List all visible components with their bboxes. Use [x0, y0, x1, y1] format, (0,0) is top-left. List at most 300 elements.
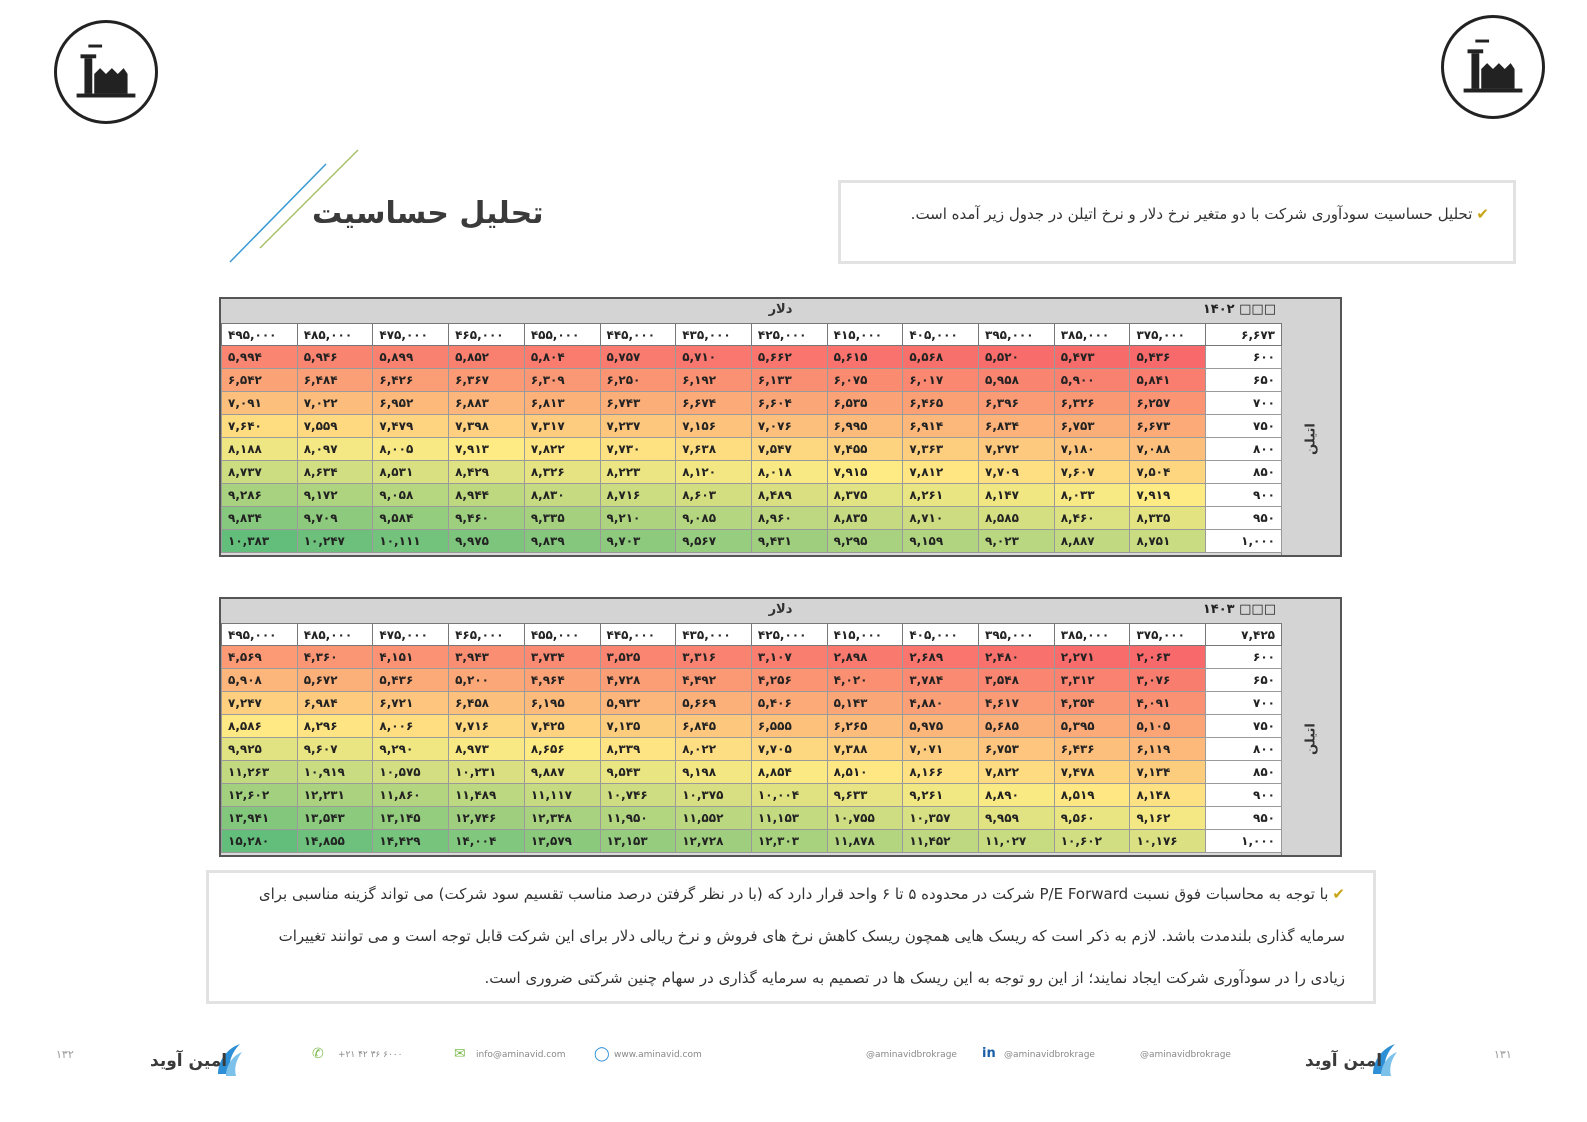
company-logo-right: [1441, 15, 1545, 119]
eps-cell: ۸,۵۱۹: [1054, 784, 1130, 807]
column-header-dollar-rate: ۴۳۵,۰۰۰: [676, 624, 752, 646]
eps-cell: ۶,۲۶۵: [827, 715, 903, 738]
eps-cell: ۶,۲۵۰: [600, 369, 676, 392]
eps-cell: ۸,۱۸۸: [222, 438, 298, 461]
eps-cell: ۹,۰۵۸: [373, 484, 449, 507]
eps-cell: ۸,۶۵۶: [524, 738, 600, 761]
eps-cell: ۵,۹۰۸: [222, 669, 298, 692]
table-row: [222, 692, 1282, 715]
eps-cell: ۶,۵۳۵: [827, 392, 903, 415]
eps-cell: ۱۲,۳۴۸: [524, 807, 600, 830]
eps-cell: ۶,۹۱۴: [903, 415, 979, 438]
table-row: [222, 715, 1282, 738]
brand-logo-right: [1305, 1042, 1400, 1078]
eps-cell: ۱۱,۸۶۰: [373, 784, 449, 807]
eps-cell: ۴,۴۹۲: [676, 669, 752, 692]
eps-cell: ۷,۵۵۹: [297, 415, 373, 438]
eps-cell: ۵,۹۹۴: [222, 346, 298, 369]
dollar-axis-label: دلار: [768, 602, 793, 617]
email-icon: ✉: [454, 1046, 466, 1062]
eps-cell: ۷,۷۳۰: [600, 438, 676, 461]
eps-cell: ۶,۵۵۵: [751, 715, 827, 738]
ethylene-axis: [1281, 623, 1340, 855]
eps-cell: ۸,۵۸۶: [222, 715, 298, 738]
eps-cell: ۵,۶۶۲: [751, 346, 827, 369]
row-header-ethylene-price: ۶۰۰: [1206, 346, 1282, 369]
eps-cell: ۱۲,۳۰۳: [751, 830, 827, 853]
row-header-ethylene-price: ۸۰۰: [1206, 738, 1282, 761]
footer: [0, 1036, 1587, 1086]
eps-cell: ۸,۹۷۳: [449, 738, 525, 761]
eps-cell: ۹,۸۳۴: [222, 507, 298, 530]
eps-cell: ۶,۱۹۵: [524, 692, 600, 715]
column-header-dollar-rate: ۴۹۵,۰۰۰: [222, 324, 298, 346]
year-label: □□□ ۱۴۰۳: [1202, 602, 1276, 617]
column-header-dollar-rate: ۴۱۵,۰۰۰: [827, 324, 903, 346]
eps-cell: ۷,۹۱۳: [449, 438, 525, 461]
eps-cell: ۷,۳۱۷: [524, 415, 600, 438]
eps-cell: ۷,۱۵۶: [676, 415, 752, 438]
eps-cell: ۹,۰۲۳: [979, 530, 1055, 553]
row-header-ethylene-price: ۷۰۰: [1206, 692, 1282, 715]
eps-cell: ۸,۱۴۸: [1130, 784, 1206, 807]
table-row: [222, 369, 1282, 392]
eps-cell: ۵,۴۷۳: [1054, 346, 1130, 369]
eps-cell: ۸,۰۹۷: [297, 438, 373, 461]
column-header-dollar-rate: ۳۷۵,۰۰۰: [1130, 324, 1206, 346]
eps-cell: ۹,۶۳۳: [827, 784, 903, 807]
eps-cell: ۷,۲۳۷: [600, 415, 676, 438]
page-title: تحلیل حساسیت: [312, 196, 544, 231]
eps-cell: ۶,۵۴۲: [222, 369, 298, 392]
eps-cell: ۴,۵۶۹: [222, 646, 298, 669]
phone-number: +۲۱ ۴۲ ۳۶ ۶۰۰۰: [338, 1050, 403, 1060]
eps-cell: ۶,۶۷۴: [676, 392, 752, 415]
eps-cell: ۵,۴۳۶: [1130, 346, 1206, 369]
eps-cell: ۶,۶۷۳: [1130, 415, 1206, 438]
eps-cell: ۶,۷۲۱: [373, 692, 449, 715]
eps-cell: ۱۱,۵۵۲: [676, 807, 752, 830]
website-link[interactable]: www.aminavid.com: [614, 1050, 702, 1060]
eps-cell: ۵,۸۵۲: [449, 346, 525, 369]
eps-cell: ۶,۴۳۶: [1054, 738, 1130, 761]
eps-cell: ۶,۴۸۴: [297, 369, 373, 392]
eps-cell: ۹,۷۰۹: [297, 507, 373, 530]
eps-cell: ۶,۹۸۴: [297, 692, 373, 715]
eps-cell: ۶,۸۱۳: [524, 392, 600, 415]
conclusion-line-3: زیادی را در سودآوری شرکت ایجاد نمایند؛ از این رو توجه به این ریسک ها در تصمیم به سرمایه گذاری در سهام چنین شرکتی ضروری است.: [484, 969, 1345, 987]
row-header-ethylene-price: ۸۵۰: [1206, 761, 1282, 784]
table-row: [222, 484, 1282, 507]
eps-cell: ۷,۳۶۳: [903, 438, 979, 461]
eps-cell: ۵,۶۱۵: [827, 346, 903, 369]
column-header-dollar-rate: ۴۴۵,۰۰۰: [600, 324, 676, 346]
eps-cell: ۶,۷۴۳: [600, 392, 676, 415]
eps-cell: ۸,۲۹۶: [297, 715, 373, 738]
eps-cell: ۱۳,۵۷۹: [524, 830, 600, 853]
eps-cell: ۲,۰۶۳: [1130, 646, 1206, 669]
table-top-bar: [221, 599, 1340, 624]
eps-cell: ۸,۰۱۸: [751, 461, 827, 484]
eps-cell: ۷,۸۲۲: [524, 438, 600, 461]
eps-cell: ۱۰,۹۱۹: [297, 761, 373, 784]
eps-cell: ۱۳,۵۴۳: [297, 807, 373, 830]
eps-cell: ۹,۷۰۳: [600, 530, 676, 553]
ethylene-axis-label: اتیلن: [1303, 723, 1319, 755]
dollar-axis-label: دلار: [768, 302, 793, 317]
eps-cell: ۲,۶۸۹: [903, 646, 979, 669]
column-header-dollar-rate: ۴۴۵,۰۰۰: [600, 624, 676, 646]
column-header-dollar-rate: ۴۷۵,۰۰۰: [373, 624, 449, 646]
eps-cell: ۲,۴۸۰: [979, 646, 1055, 669]
conclusion-note: [206, 870, 1376, 1004]
eps-cell: ۷,۵۴۷: [751, 438, 827, 461]
table-row: [222, 669, 1282, 692]
column-header-dollar-rate: ۴۵۵,۰۰۰: [524, 624, 600, 646]
eps-cell: ۸,۷۱۶: [600, 484, 676, 507]
eps-cell: ۷,۶۳۸: [676, 438, 752, 461]
column-header-dollar-rate: ۴۸۵,۰۰۰: [297, 624, 373, 646]
eps-cell: ۹,۱۹۸: [676, 761, 752, 784]
eps-cell: ۱۳,۹۴۱: [222, 807, 298, 830]
brand-name: امین آوید: [1305, 1051, 1383, 1071]
year-label: □□□ ۱۴۰۲: [1202, 302, 1276, 317]
factory-logo-icon: [1444, 18, 1542, 116]
eps-cell: ۷,۰۲۲: [297, 392, 373, 415]
eps-cell: ۲,۸۹۸: [827, 646, 903, 669]
eps-cell: ۴,۰۲۰: [827, 669, 903, 692]
eps-cell: ۴,۰۹۱: [1130, 692, 1206, 715]
eps-cell: ۴,۱۵۱: [373, 646, 449, 669]
eps-cell: ۵,۹۳۲: [600, 692, 676, 715]
sensitivity-grid: [221, 623, 1282, 853]
table-row: [222, 646, 1282, 669]
eps-cell: ۶,۳۶۷: [449, 369, 525, 392]
eps-cell: ۱۰,۲۳۱: [449, 761, 525, 784]
eps-cell: ۸,۷۵۱: [1130, 530, 1206, 553]
eps-cell: ۱۰,۱۷۶: [1130, 830, 1206, 853]
row-header-ethylene-price: ۸۵۰: [1206, 461, 1282, 484]
eps-cell: ۱۰,۷۵۵: [827, 807, 903, 830]
eps-cell: ۸,۳۳۹: [600, 738, 676, 761]
eps-cell: ۸,۶۰۳: [676, 484, 752, 507]
eps-cell: ۵,۶۷۲: [297, 669, 373, 692]
row-header-ethylene-price: ۹۰۰: [1206, 784, 1282, 807]
table-row: [222, 346, 1282, 369]
eps-cell: ۵,۵۲۰: [979, 346, 1055, 369]
eps-cell: ۶,۴۶۵: [903, 392, 979, 415]
eps-cell: ۸,۲۶۱: [903, 484, 979, 507]
linkedin-handle[interactable]: @aminavidbrokrage: [1004, 1050, 1095, 1060]
table-row: [222, 830, 1282, 853]
eps-cell: ۷,۸۲۲: [979, 761, 1055, 784]
eps-cell: ۸,۷۳۷: [222, 461, 298, 484]
eps-cell: ۳,۷۸۴: [903, 669, 979, 692]
eps-cell: ۱۰,۳۵۷: [903, 807, 979, 830]
eps-cell: ۱۲,۶۰۲: [222, 784, 298, 807]
eps-cell: ۷,۳۸۸: [827, 738, 903, 761]
row-header-ethylene-price: ۹۰۰: [1206, 484, 1282, 507]
eps-cell: ۷,۰۹۱: [222, 392, 298, 415]
row-header-ethylene-price: ۶۵۰: [1206, 369, 1282, 392]
eps-cell: ۱۲,۷۴۶: [449, 807, 525, 830]
eps-cell: ۱۱,۰۲۷: [979, 830, 1055, 853]
eps-cell: ۶,۳۹۶: [979, 392, 1055, 415]
eps-cell: ۷,۹۱۵: [827, 461, 903, 484]
eps-cell: ۹,۴۳۱: [751, 530, 827, 553]
eps-cell: ۱۱,۱۵۳: [751, 807, 827, 830]
eps-cell: ۴,۲۵۶: [751, 669, 827, 692]
table-top-bar: [221, 299, 1340, 324]
brand-logo-left: [150, 1042, 245, 1078]
factory-logo-icon: [57, 23, 155, 121]
eps-cell: ۱۱,۴۸۹: [449, 784, 525, 807]
row-header-ethylene-price: ۹۵۰: [1206, 807, 1282, 830]
eps-cell: ۸,۱۴۷: [979, 484, 1055, 507]
eps-cell: ۸,۴۸۹: [751, 484, 827, 507]
eps-cell: ۵,۵۶۸: [903, 346, 979, 369]
eps-cell: ۹,۸۸۷: [524, 761, 600, 784]
eps-cell: ۱۰,۰۰۴: [751, 784, 827, 807]
intro-text-line: [911, 205, 1489, 223]
eps-cell: ۵,۲۰۰: [449, 669, 525, 692]
eps-cell: ۶,۲۵۷: [1130, 392, 1206, 415]
eps-cell: ۴,۷۲۸: [600, 669, 676, 692]
eps-cell: ۱۰,۵۷۵: [373, 761, 449, 784]
row-header-ethylene-price: ۷۵۰: [1206, 415, 1282, 438]
eps-cell: ۸,۰۳۳: [1054, 484, 1130, 507]
linkedin-icon[interactable]: in: [982, 1046, 996, 1061]
eps-cell: ۳,۵۲۵: [600, 646, 676, 669]
column-header-dollar-rate: ۴۲۵,۰۰۰: [751, 324, 827, 346]
eps-cell: ۳,۳۱۲: [1054, 669, 1130, 692]
eps-cell: ۱۱,۸۷۸: [827, 830, 903, 853]
eps-cell: ۷,۱۸۰: [1054, 438, 1130, 461]
eps-cell: ۱۱,۱۱۷: [524, 784, 600, 807]
corner-base-value: ۷,۴۲۵: [1206, 624, 1282, 646]
eps-cell: ۷,۱۳۵: [600, 715, 676, 738]
table-row: [222, 415, 1282, 438]
conclusion-line-1: [259, 885, 1345, 903]
eps-cell: ۳,۰۷۶: [1130, 669, 1206, 692]
eps-cell: ۹,۵۶۷: [676, 530, 752, 553]
eps-cell: ۴,۶۱۷: [979, 692, 1055, 715]
table-row: [222, 392, 1282, 415]
row-header-ethylene-price: ۱,۰۰۰: [1206, 830, 1282, 853]
eps-cell: ۱۰,۶۰۲: [1054, 830, 1130, 853]
eps-cell: ۶,۱۹۲: [676, 369, 752, 392]
eps-cell: ۶,۷۵۳: [979, 738, 1055, 761]
eps-cell: ۵,۸۴۱: [1130, 369, 1206, 392]
sensitivity-table-1403: [219, 597, 1342, 857]
eps-cell: ۱۱,۴۵۲: [903, 830, 979, 853]
eps-cell: ۷,۲۴۷: [222, 692, 298, 715]
eps-cell: ۶,۸۸۳: [449, 392, 525, 415]
eps-cell: ۹,۹۲۵: [222, 738, 298, 761]
phone-icon: ✆: [312, 1046, 324, 1062]
social-handle-1[interactable]: @aminavidbrokrage: [866, 1050, 957, 1060]
eps-cell: ۹,۶۰۷: [297, 738, 373, 761]
eps-cell: ۷,۴۵۵: [827, 438, 903, 461]
eps-cell: ۶,۰۷۵: [827, 369, 903, 392]
eps-cell: ۴,۹۶۴: [524, 669, 600, 692]
eps-cell: ۷,۰۷۶: [751, 415, 827, 438]
eps-cell: ۵,۷۱۰: [676, 346, 752, 369]
eps-cell: ۷,۰۸۸: [1130, 438, 1206, 461]
eps-cell: ۸,۳۳۵: [1130, 507, 1206, 530]
eps-cell: ۹,۲۹۵: [827, 530, 903, 553]
eps-cell: ۸,۸۵۴: [751, 761, 827, 784]
column-header-dollar-rate: ۴۵۵,۰۰۰: [524, 324, 600, 346]
eps-cell: ۹,۵۶۰: [1054, 807, 1130, 830]
table-row: [222, 807, 1282, 830]
eps-cell: ۹,۸۳۹: [524, 530, 600, 553]
eps-cell: ۵,۴۰۶: [751, 692, 827, 715]
eps-cell: ۵,۹۵۸: [979, 369, 1055, 392]
eps-cell: ۹,۲۹۰: [373, 738, 449, 761]
eps-cell: ۹,۲۸۶: [222, 484, 298, 507]
column-header-row: [222, 624, 1282, 646]
table-row: [222, 507, 1282, 530]
eps-cell: ۱۴,۸۵۵: [297, 830, 373, 853]
column-header-dollar-rate: ۴۶۵,۰۰۰: [449, 624, 525, 646]
table-row: [222, 438, 1282, 461]
checkmark-icon: ✔: [1476, 205, 1489, 223]
column-header-dollar-rate: ۴۸۵,۰۰۰: [297, 324, 373, 346]
social-handle-2[interactable]: @aminavidbrokrage: [1140, 1050, 1231, 1060]
eps-cell: ۶,۱۱۹: [1130, 738, 1206, 761]
eps-cell: ۸,۰۰۵: [373, 438, 449, 461]
eps-cell: ۳,۹۴۳: [449, 646, 525, 669]
column-header-dollar-rate: ۴۲۵,۰۰۰: [751, 624, 827, 646]
ethylene-axis-label: اتیلن: [1303, 423, 1319, 455]
eps-cell: ۶,۰۱۷: [903, 369, 979, 392]
eps-cell: ۹,۴۶۰: [449, 507, 525, 530]
eps-cell: ۱۰,۳۷۵: [676, 784, 752, 807]
eps-cell: ۶,۹۹۵: [827, 415, 903, 438]
eps-cell: ۷,۷۰۹: [979, 461, 1055, 484]
eps-cell: ۸,۸۳۵: [827, 507, 903, 530]
eps-cell: ۷,۲۷۲: [979, 438, 1055, 461]
eps-cell: ۳,۳۱۶: [676, 646, 752, 669]
row-header-ethylene-price: ۱,۰۰۰: [1206, 530, 1282, 553]
eps-cell: ۶,۶۰۴: [751, 392, 827, 415]
eps-cell: ۴,۸۸۰: [903, 692, 979, 715]
row-header-ethylene-price: ۶۰۰: [1206, 646, 1282, 669]
column-header-dollar-rate: ۴۰۵,۰۰۰: [903, 624, 979, 646]
column-header-dollar-rate: ۳۹۵,۰۰۰: [979, 324, 1055, 346]
eps-cell: ۱۳,۱۵۳: [600, 830, 676, 853]
eps-cell: ۵,۳۹۵: [1054, 715, 1130, 738]
column-header-dollar-rate: ۳۷۵,۰۰۰: [1130, 624, 1206, 646]
eps-cell: ۸,۳۷۵: [827, 484, 903, 507]
row-header-ethylene-price: ۷۵۰: [1206, 715, 1282, 738]
eps-cell: ۷,۴۷۸: [1054, 761, 1130, 784]
eps-cell: ۱۱,۲۶۳: [222, 761, 298, 784]
eps-cell: ۵,۱۴۳: [827, 692, 903, 715]
eps-cell: ۴,۳۶۰: [297, 646, 373, 669]
eps-cell: ۶,۳۰۹: [524, 369, 600, 392]
page-number-left: ۱۳۲: [56, 1048, 74, 1061]
eps-cell: ۷,۹۱۹: [1130, 484, 1206, 507]
eps-cell: ۸,۲۲۳: [600, 461, 676, 484]
row-header-ethylene-price: ۶۵۰: [1206, 669, 1282, 692]
eps-cell: ۹,۲۶۱: [903, 784, 979, 807]
mouse-icon: ◯: [594, 1046, 610, 1062]
row-header-ethylene-price: ۷۰۰: [1206, 392, 1282, 415]
eps-cell: ۵,۶۸۵: [979, 715, 1055, 738]
eps-cell: ۱۰,۳۸۳: [222, 530, 298, 553]
eps-cell: ۶,۳۲۶: [1054, 392, 1130, 415]
eps-cell: ۸,۸۹۰: [979, 784, 1055, 807]
eps-cell: ۹,۲۱۰: [600, 507, 676, 530]
eps-cell: ۷,۷۰۵: [751, 738, 827, 761]
eps-cell: ۱۱,۹۵۰: [600, 807, 676, 830]
eps-cell: ۹,۱۶۲: [1130, 807, 1206, 830]
eps-cell: ۵,۷۵۷: [600, 346, 676, 369]
ethylene-axis: [1281, 323, 1340, 555]
eps-cell: ۸,۵۳۱: [373, 461, 449, 484]
eps-cell: ۳,۷۳۴: [524, 646, 600, 669]
column-header-dollar-rate: ۴۶۵,۰۰۰: [449, 324, 525, 346]
eps-cell: ۱۴,۴۲۹: [373, 830, 449, 853]
eps-cell: ۷,۷۱۶: [449, 715, 525, 738]
eps-cell: ۸,۴۶۰: [1054, 507, 1130, 530]
column-header-dollar-rate: ۴۳۵,۰۰۰: [676, 324, 752, 346]
eps-cell: ۸,۸۳۰: [524, 484, 600, 507]
eps-cell: ۷,۳۹۸: [449, 415, 525, 438]
page-number-right: ۱۳۱: [1494, 1048, 1512, 1061]
column-header-dollar-rate: ۴۰۵,۰۰۰: [903, 324, 979, 346]
eps-cell: ۸,۰۰۶: [373, 715, 449, 738]
eps-cell: ۹,۵۸۴: [373, 507, 449, 530]
eps-cell: ۹,۱۵۹: [903, 530, 979, 553]
eps-cell: ۴,۳۵۴: [1054, 692, 1130, 715]
eps-cell: ۱۳,۱۴۵: [373, 807, 449, 830]
eps-cell: ۱۴,۰۰۴: [449, 830, 525, 853]
eps-cell: ۱۰,۷۴۶: [600, 784, 676, 807]
eps-cell: ۶,۴۵۸: [449, 692, 525, 715]
table-row: [222, 784, 1282, 807]
email-address: info@aminavid.com: [476, 1050, 566, 1060]
eps-cell: ۸,۱۶۶: [903, 761, 979, 784]
company-logo-left: [54, 20, 158, 124]
eps-cell: ۸,۱۲۰: [676, 461, 752, 484]
eps-cell: ۷,۱۳۴: [1130, 761, 1206, 784]
eps-cell: ۹,۰۸۵: [676, 507, 752, 530]
eps-cell: ۸,۵۸۵: [979, 507, 1055, 530]
eps-cell: ۸,۹۴۴: [449, 484, 525, 507]
intro-note: [838, 180, 1516, 264]
eps-cell: ۷,۰۷۱: [903, 738, 979, 761]
eps-cell: ۵,۸۹۹: [373, 346, 449, 369]
column-header-dollar-rate: ۴۱۵,۰۰۰: [827, 624, 903, 646]
eps-cell: ۶,۸۳۴: [979, 415, 1055, 438]
eps-cell: ۸,۵۱۰: [827, 761, 903, 784]
eps-cell: ۳,۱۰۷: [751, 646, 827, 669]
eps-cell: ۵,۹۷۵: [903, 715, 979, 738]
eps-cell: ۸,۶۳۴: [297, 461, 373, 484]
sensitivity-table-1402: [219, 297, 1342, 557]
table-row: [222, 461, 1282, 484]
sensitivity-grid: [221, 323, 1282, 553]
eps-cell: ۵,۱۰۵: [1130, 715, 1206, 738]
eps-cell: ۱۲,۲۳۱: [297, 784, 373, 807]
eps-cell: ۷,۴۲۵: [524, 715, 600, 738]
column-header-dollar-rate: ۳۹۵,۰۰۰: [979, 624, 1055, 646]
row-header-ethylene-price: ۹۵۰: [1206, 507, 1282, 530]
column-header-dollar-rate: ۴۷۵,۰۰۰: [373, 324, 449, 346]
